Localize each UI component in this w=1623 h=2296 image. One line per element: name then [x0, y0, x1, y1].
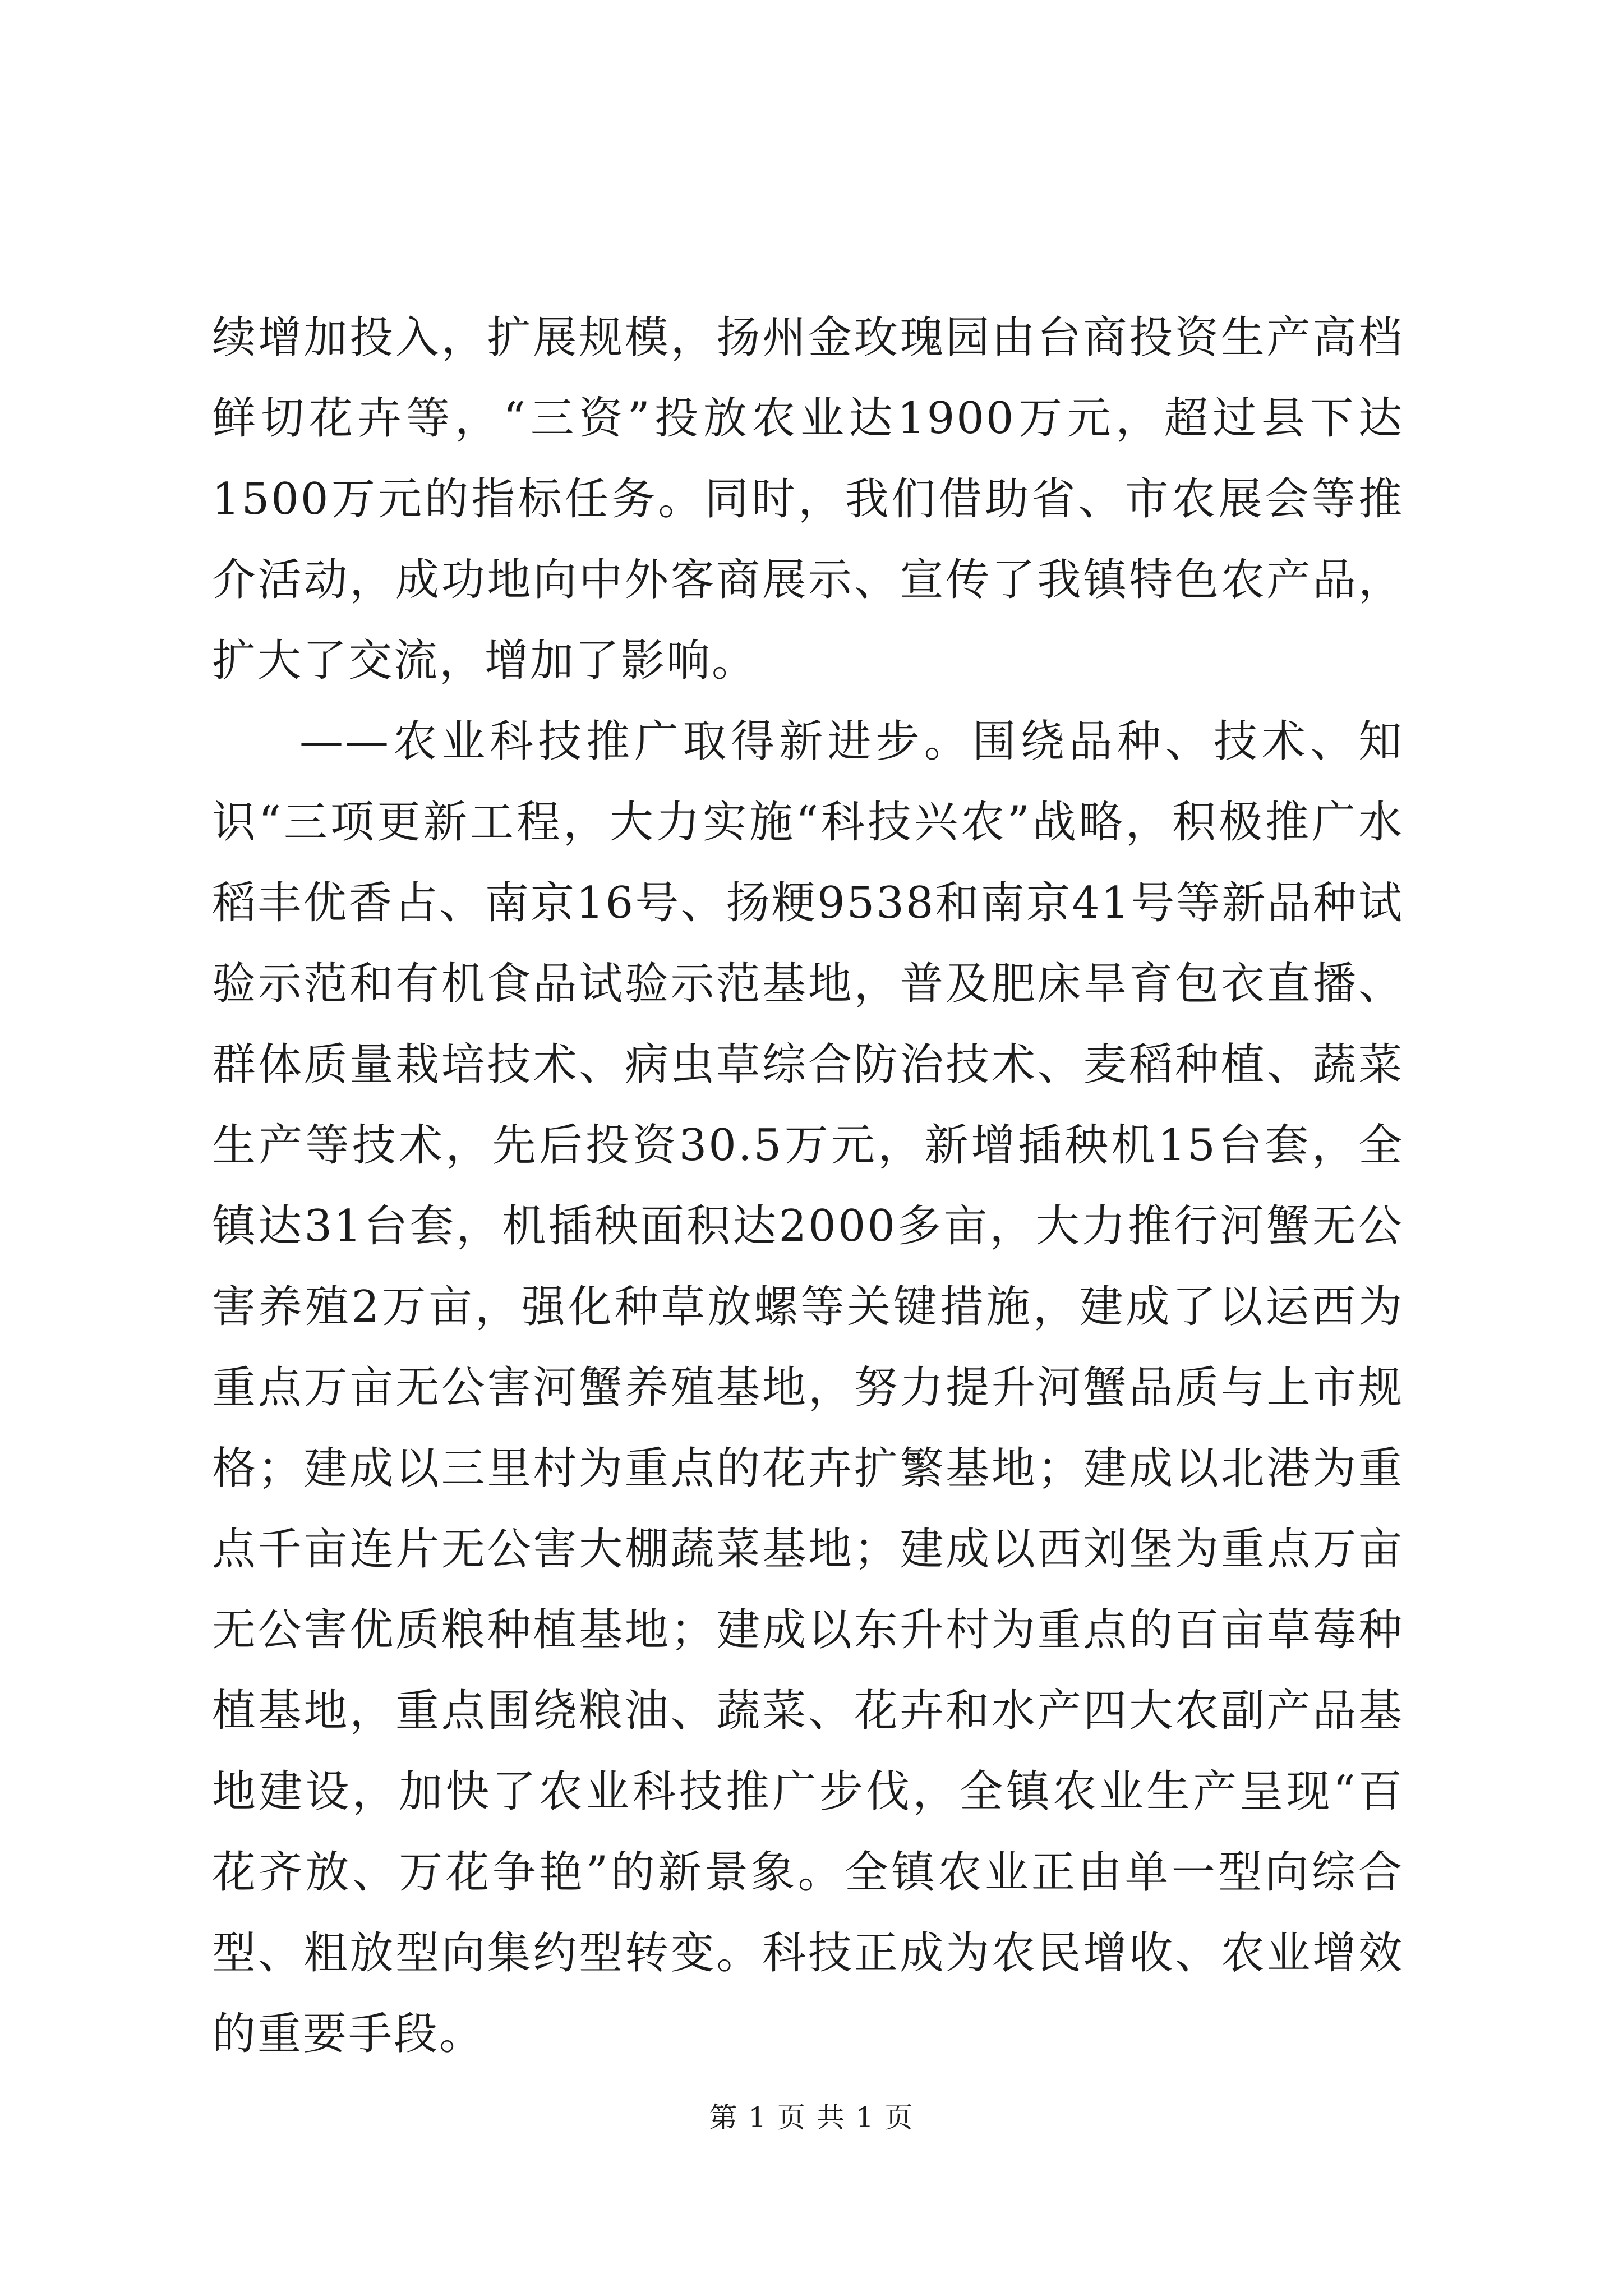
paragraph-continuation: 续增加投入，扩展规模，扬州金玫瑰园由台商投资生产高档鲜切花卉等，“三资”投放农业达1900万元，超过县下达1500万元的指标任务。同时，我们借助省、市农展会等推介活动，成功地向中外客商展示、宣传了我镇特色农产品，扩大了交流，增加了影响。: [212, 312, 1404, 686]
page-footer: 第 1 页 共 1 页: [709, 2101, 914, 2134]
paragraph-agri-tech-promotion: ——农业科技推广取得新进步。围绕品种、技术、知识“三项更新工程，大力实施“科技兴农”战略，积极推广水稻丰优香占、南京16号、扬粳9538和南京41号等新品种试验示范和有机食品试验示范基地，普及肥床旱育包衣直播、群体质量栽培技术、病虫草综合防治技术、麦稻种植、蔬菜生产等技术，先后投资30.5万元，新增插秧机15台套，全镇达31台套，机插秧面积达2000多亩，大力推行河蟹无公害养殖2万亩，强化种草放螺等关键措施，建成了以运西为重点万亩无公害河蟹养殖基地，努力提升河蟹品质与上市规格；建成以三里村为重点的花卉扩繁基地；建成以北港为重点千亩连片无公害大棚蔬菜基地；建成以西刘堡为重点万亩无公害优质粮种植基地；建成以东升村为重点的百亩草莓种植基地，重点围绕粮油、蔬菜、花卉和水产四大农副产品基地建设，加快了农业科技推广步伐，全镇农业生产呈现“百花齐放、万花争艳”的新景象。全镇农业正由单一型向综合型、粗放型向集约型转变。科技正成为农民增收、农业增效的重要手段。: [212, 716, 1404, 2059]
document-body: [212, 297, 1404, 2074]
